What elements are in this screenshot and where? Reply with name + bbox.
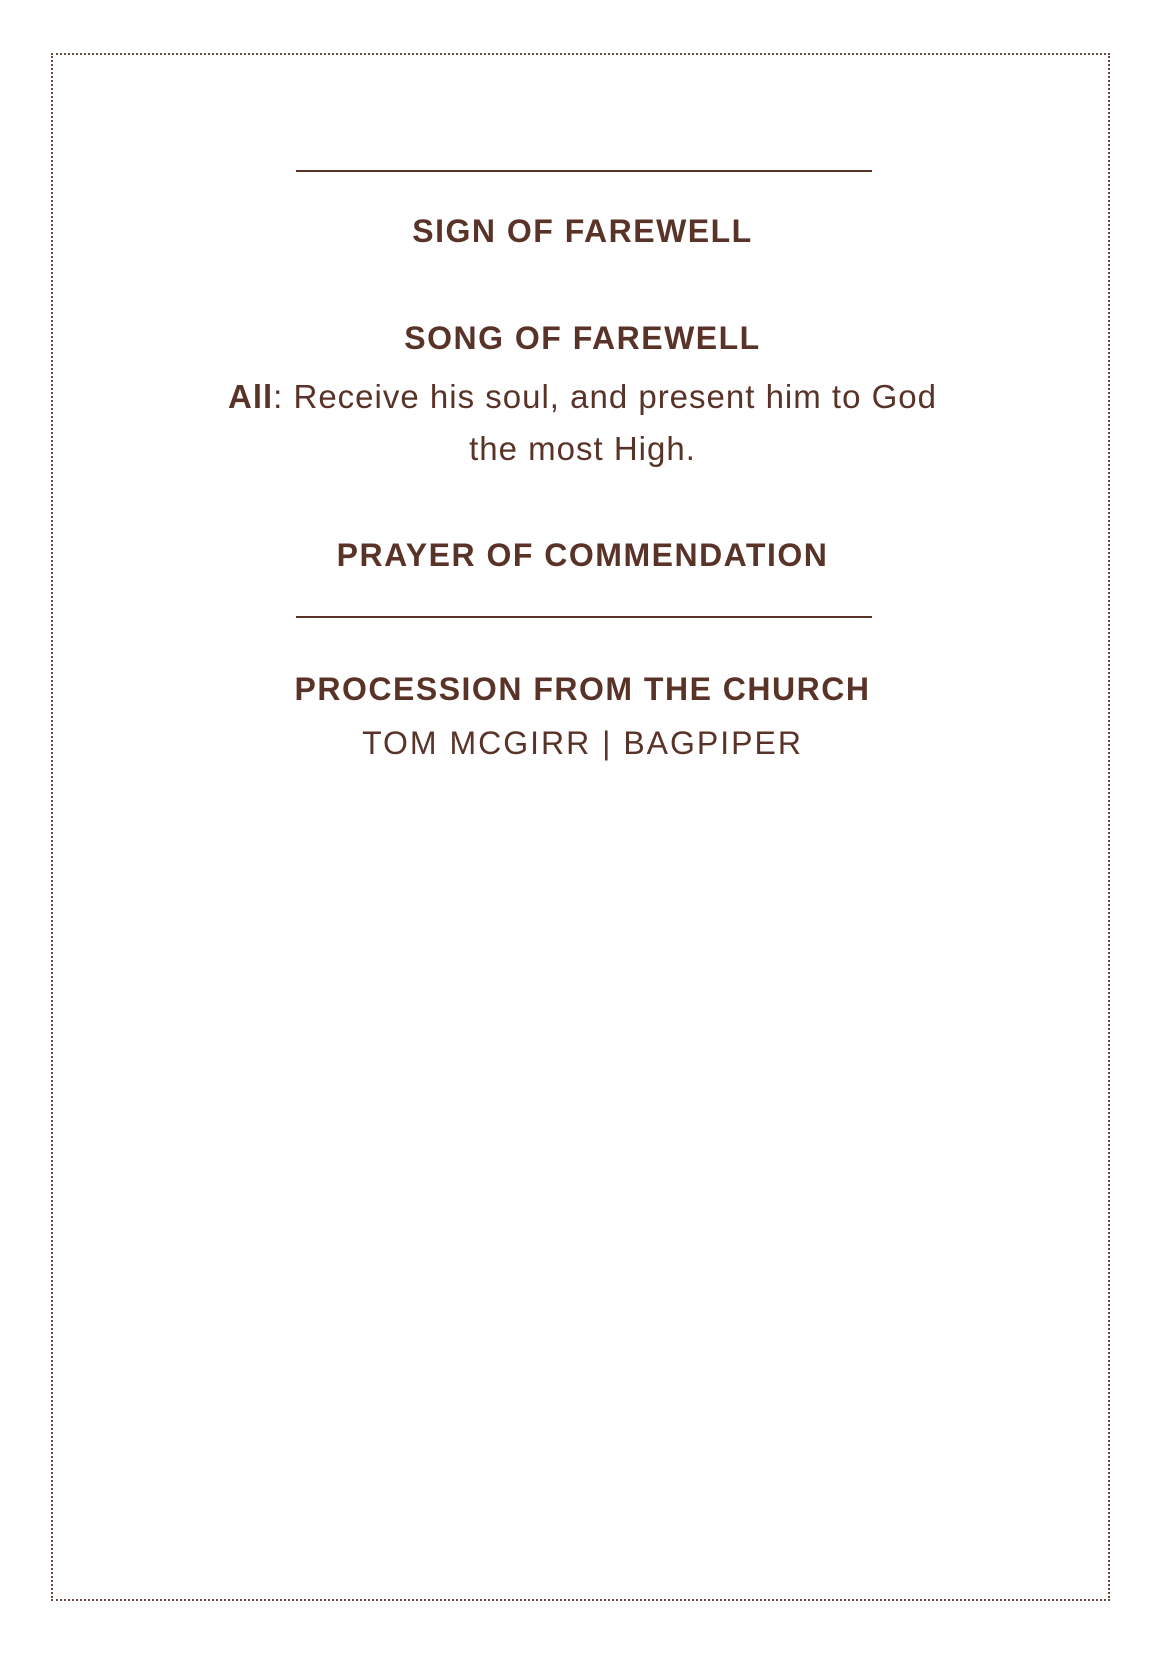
- page-border: [51, 53, 1110, 1601]
- procession-performer: TOM MCGIRR | BAGPIPER: [362, 725, 803, 761]
- procession-heading: PROCESSION FROM THE CHURCH: [294, 671, 871, 707]
- divider-middle: [296, 616, 872, 618]
- response-separator: :: [273, 378, 284, 415]
- response-text-1: Receive his soul, and present him to God: [283, 378, 937, 415]
- response-line-1: [0, 371, 1165, 423]
- divider-top: [296, 170, 872, 172]
- response-speaker: All: [227, 378, 274, 415]
- response-line-2: the most High.: [469, 430, 696, 467]
- song-of-farewell-response: [0, 371, 1165, 475]
- prayer-of-commendation-heading: PRAYER OF COMMENDATION: [336, 537, 829, 573]
- song-of-farewell-heading: SONG OF FAREWELL: [404, 320, 761, 356]
- sign-of-farewell-heading: SIGN OF FAREWELL: [412, 213, 753, 249]
